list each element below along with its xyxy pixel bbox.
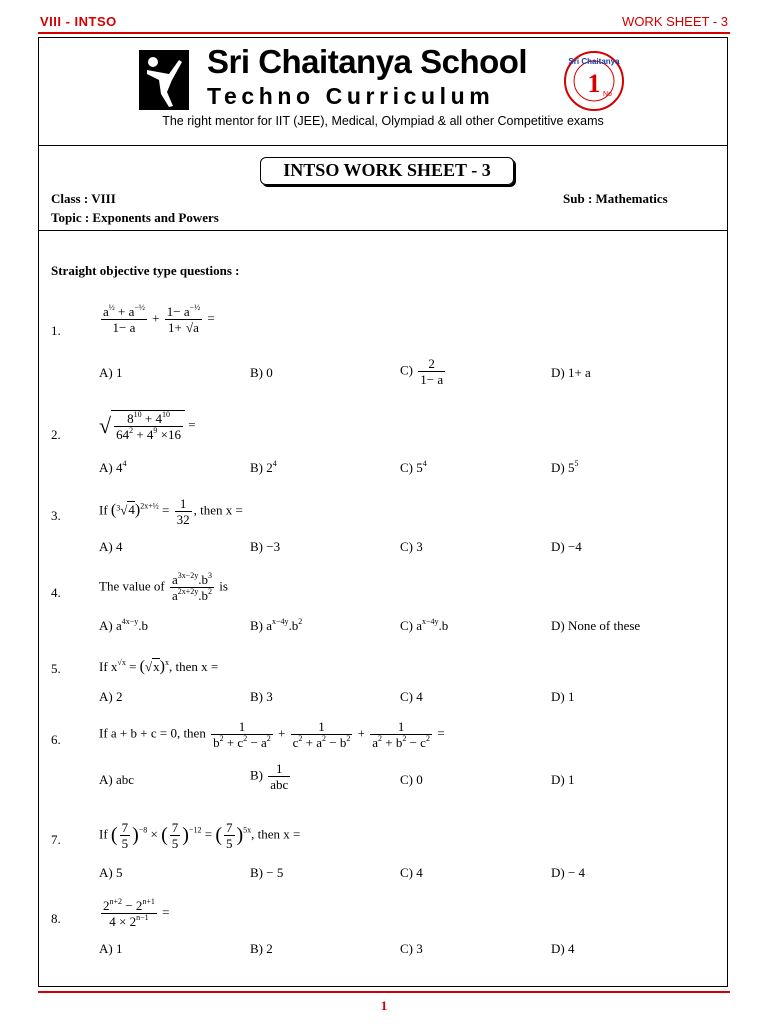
option-a: A) 1 xyxy=(99,365,123,380)
option-a: A) $4^4$ xyxy=(99,459,127,475)
question-number: 1. xyxy=(51,323,61,338)
question-number: 4. xyxy=(51,585,61,600)
brand-block xyxy=(207,43,527,109)
class-label: Class : VIII xyxy=(51,191,116,206)
running-header-class: VIII - INTSO xyxy=(40,14,117,29)
question-stem: If $(^3√4)^{2x+\frac{1}{2}}$ = $\frac{1}{32}$ , then x = xyxy=(99,496,243,527)
school-header xyxy=(39,38,727,146)
section-title: Straight objective type questions : xyxy=(51,263,240,278)
option-c: C) 0 xyxy=(400,772,423,787)
question-stem: √ $\frac{8^{10} + 4^{10}}{64^2 + 4^9 \times 16}$ = xyxy=(99,410,196,442)
option-d: D) 1 xyxy=(551,689,575,704)
page-number: 1 xyxy=(380,998,388,1013)
header-rule xyxy=(38,32,730,34)
subject-label: Sub : Mathematics xyxy=(563,191,668,206)
option-d: D) 4 xyxy=(551,941,575,956)
option-c: C) $\frac{2}{1- a}$ xyxy=(400,356,444,387)
topic-label: Topic : Exponents and Powers xyxy=(51,210,219,225)
option-d: D) None of these xyxy=(551,618,641,633)
question-number: 8. xyxy=(51,911,61,926)
tagline: The right mentor for IIT (JEE), Medical, Olympiad & all other Competitive exams xyxy=(162,114,604,128)
option-a: A) 2 xyxy=(99,689,123,704)
option-b: B) −3 xyxy=(250,539,281,554)
option-a: A) abc xyxy=(99,772,135,787)
option-b: B) − 5 xyxy=(250,865,284,880)
school-name: Sri Chaitanya School xyxy=(207,43,528,80)
school-logo-icon xyxy=(139,50,189,110)
question-stem: $\frac{a^{\frac{1}{2}} + a^{-\frac{1}{2}}}{1- a}$ + $\frac{1- a^{-\frac{1}{2}}}{1+ √a}$ = xyxy=(103,303,215,335)
question-stem: If $x^{√x} = (√x)^x$, then x = xyxy=(99,658,219,675)
page-frame xyxy=(38,37,728,987)
option-a: A) 4 xyxy=(99,539,123,554)
seal-icon xyxy=(563,50,625,112)
footer-rule xyxy=(38,991,730,993)
seal-label: No xyxy=(603,91,612,98)
question-stem: If a + b + c = 0, then $\frac{1}{b^2 + c^2 - a^2}$ + $\frac{1}{c^2 + a^2 - b^2}$ + $\frac{1}{a^2 + b^2 - c^2}$ = xyxy=(99,719,445,750)
curriculum-name: Techno Curriculum xyxy=(207,83,495,109)
option-c: C) 4 xyxy=(400,689,423,704)
question-number: 2. xyxy=(51,427,61,442)
option-c: C) 4 xyxy=(400,865,423,880)
option-c: C) 3 xyxy=(400,539,423,554)
question-stem: $\frac{2^{n+2} - 2^{n+1}}{4 \times 2^{n-1}}$ = xyxy=(103,897,170,929)
question-stem: The value of $\frac{a^{3x-2y}.b^3}{a^{2x+2y}.b^2}$ is xyxy=(99,571,228,603)
worksheet-title: INTSO WORK SHEET - 3 xyxy=(260,157,514,185)
option-c: C) $a^{x-4y}.b$ xyxy=(400,617,449,633)
option-d: D) 1 xyxy=(551,772,575,787)
option-c: C) $5^4$ xyxy=(400,459,427,475)
question-number: 7. xyxy=(51,832,61,847)
option-b: B) 2 xyxy=(250,941,273,956)
option-d: D) −4 xyxy=(551,539,582,554)
option-d: D) $5^5$ xyxy=(551,459,579,475)
option-c: C) 3 xyxy=(400,941,423,956)
option-a: A) 1 xyxy=(99,941,123,956)
option-b: B) $a^{x-4y}.b^2$ xyxy=(250,617,303,633)
question-number: 3. xyxy=(51,508,61,523)
running-header-worksheet: WORK SHEET - 3 xyxy=(622,14,728,29)
question-number: 5. xyxy=(51,661,61,676)
option-b: B) 3 xyxy=(250,689,273,704)
seal-text: Sri Chaitanya xyxy=(568,57,620,66)
option-d: D) − 4 xyxy=(551,865,586,880)
option-d: D) 1+ a xyxy=(551,365,591,380)
option-b: B) $2^4$ xyxy=(250,459,277,475)
option-a: A) $a^{4x-y}.b$ xyxy=(99,617,149,633)
option-b: B) $\frac{1}{\text{abc}}$ xyxy=(250,761,289,792)
question-number: 6. xyxy=(51,732,61,747)
option-a: A) 5 xyxy=(99,865,123,880)
question-stem: If ( $\frac{7}{5}$ )$^{-8}$ × ( $\frac{7}{5}$ )$^{-12}$ = ( $\frac{7}{5}$ )$^{5x}$, then x = xyxy=(99,820,301,851)
seal-number: 1 xyxy=(587,69,601,98)
option-b: B) 0 xyxy=(250,365,273,380)
meta-rule xyxy=(39,230,727,231)
